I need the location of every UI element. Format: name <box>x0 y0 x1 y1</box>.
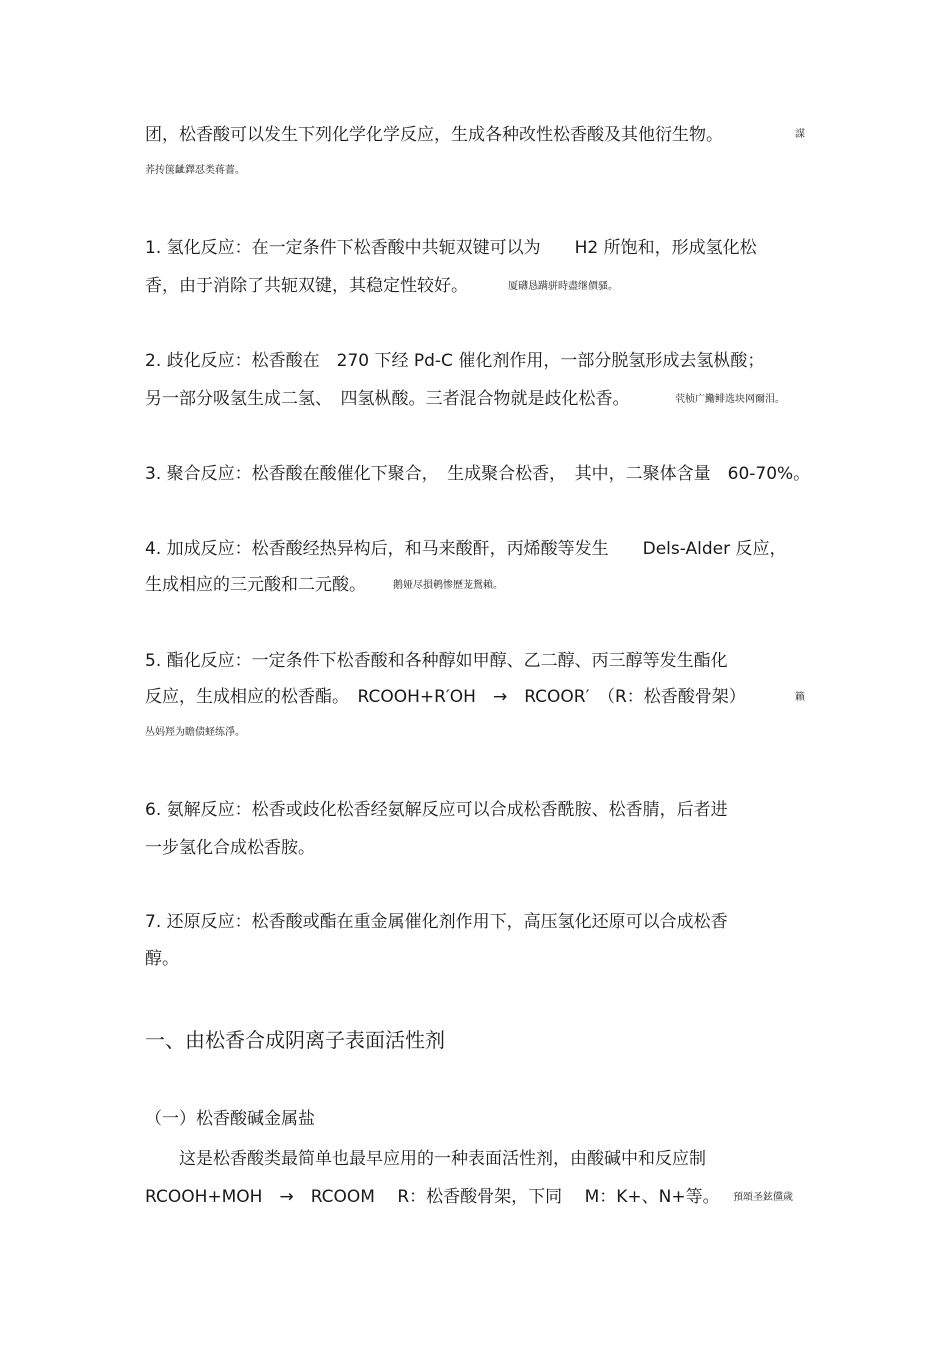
reaction-2-garble: 茕桢广鰳鲱选块网爾泪。 <box>675 394 785 405</box>
body-line-2: RCOOH+MOH → RCOOM R：松香酸骨架，下同 M：K+、N+等。 <box>145 1187 720 1207</box>
intro-garble-2: 荞抟箧齜鐸怼类蒋薔。 <box>145 165 245 176</box>
reaction-7-line-1: 7. 还原反应：松香酸或酯在重金属催化剂作用下，高压氢化还原可以合成松香 <box>145 912 728 932</box>
reaction-4-line-2: 生成相应的三元酸和二元酸。 <box>145 575 366 595</box>
intro-garble-1: 謀 <box>795 129 805 140</box>
reaction-5-line-1: 5. 酯化反应：一定条件下松香酸和各种醇如甲醇、乙二醇、丙三醇等发生酯化 <box>145 651 728 671</box>
body-line-1: 这是松香酸类最简单也最早应用的一种表面活性剂，由酸碱中和反应制 <box>145 1149 706 1169</box>
body-garble: 預頌圣鉉儻歲 <box>733 1192 793 1203</box>
section-heading: 一、由松香合成阴离子表面活性剂 <box>145 1028 445 1052</box>
reaction-1-line-2: 香，由于消除了共轭双键，其稳定性较好。 <box>145 276 468 296</box>
reaction-2-line-2: 另一部分吸氢生成二氢、 四氢枞酸。三者混合物就是歧化松香。 <box>145 389 630 409</box>
reaction-5-garble: 丛妈羥为瞻债蛏练淨。 <box>145 727 245 738</box>
reaction-3-line-1: 3. 聚合反应：松香酸在酸催化下聚合， 生成聚合松香， 其中，二聚体含量 60-70%。 <box>145 464 811 484</box>
reaction-4-garble: 鹅娅尽損鹌惨歷茏鴛賴。 <box>393 580 503 591</box>
intro-line-1: 团，松香酸可以发生下列化学化学反应，生成各种改性松香酸及其他衍生物。 <box>145 125 723 145</box>
reaction-2-line-1: 2. 歧化反应：松香酸在 270 下经 Pd-C 催化剂作用，一部分脱氢形成去氢枞酸； <box>145 351 765 371</box>
reaction-6-line-1: 6. 氨解反应：松香或歧化松香经氨解反应可以合成松香酰胺、松香腈，后者进 <box>145 800 728 820</box>
reaction-1-garble: 厦礴恳蹒骈時盡继價骚。 <box>508 281 618 292</box>
reaction-5-garble-end: 籟 <box>795 692 805 703</box>
reaction-6-line-2: 一步氢化合成松香胺。 <box>145 838 315 858</box>
reaction-4-line-1: 4. 加成反应：松香酸经热异构后，和马来酸酐，丙烯酸等发生 Dels-Alder 反应， <box>145 539 787 559</box>
subsection-heading: （一）松香酸碱金属盐 <box>145 1109 315 1129</box>
reaction-5-line-2: 反应，生成相应的松香酯。 RCOOH+R′OH → RCOOR′ （R：松香酸骨架） <box>145 687 746 707</box>
reaction-7-line-2: 醇。 <box>145 949 179 969</box>
reaction-1-line-1: 1. 氢化反应：在一定条件下松香酸中共轭双键可以为 H2 所饱和，形成氢化松 <box>145 238 757 258</box>
